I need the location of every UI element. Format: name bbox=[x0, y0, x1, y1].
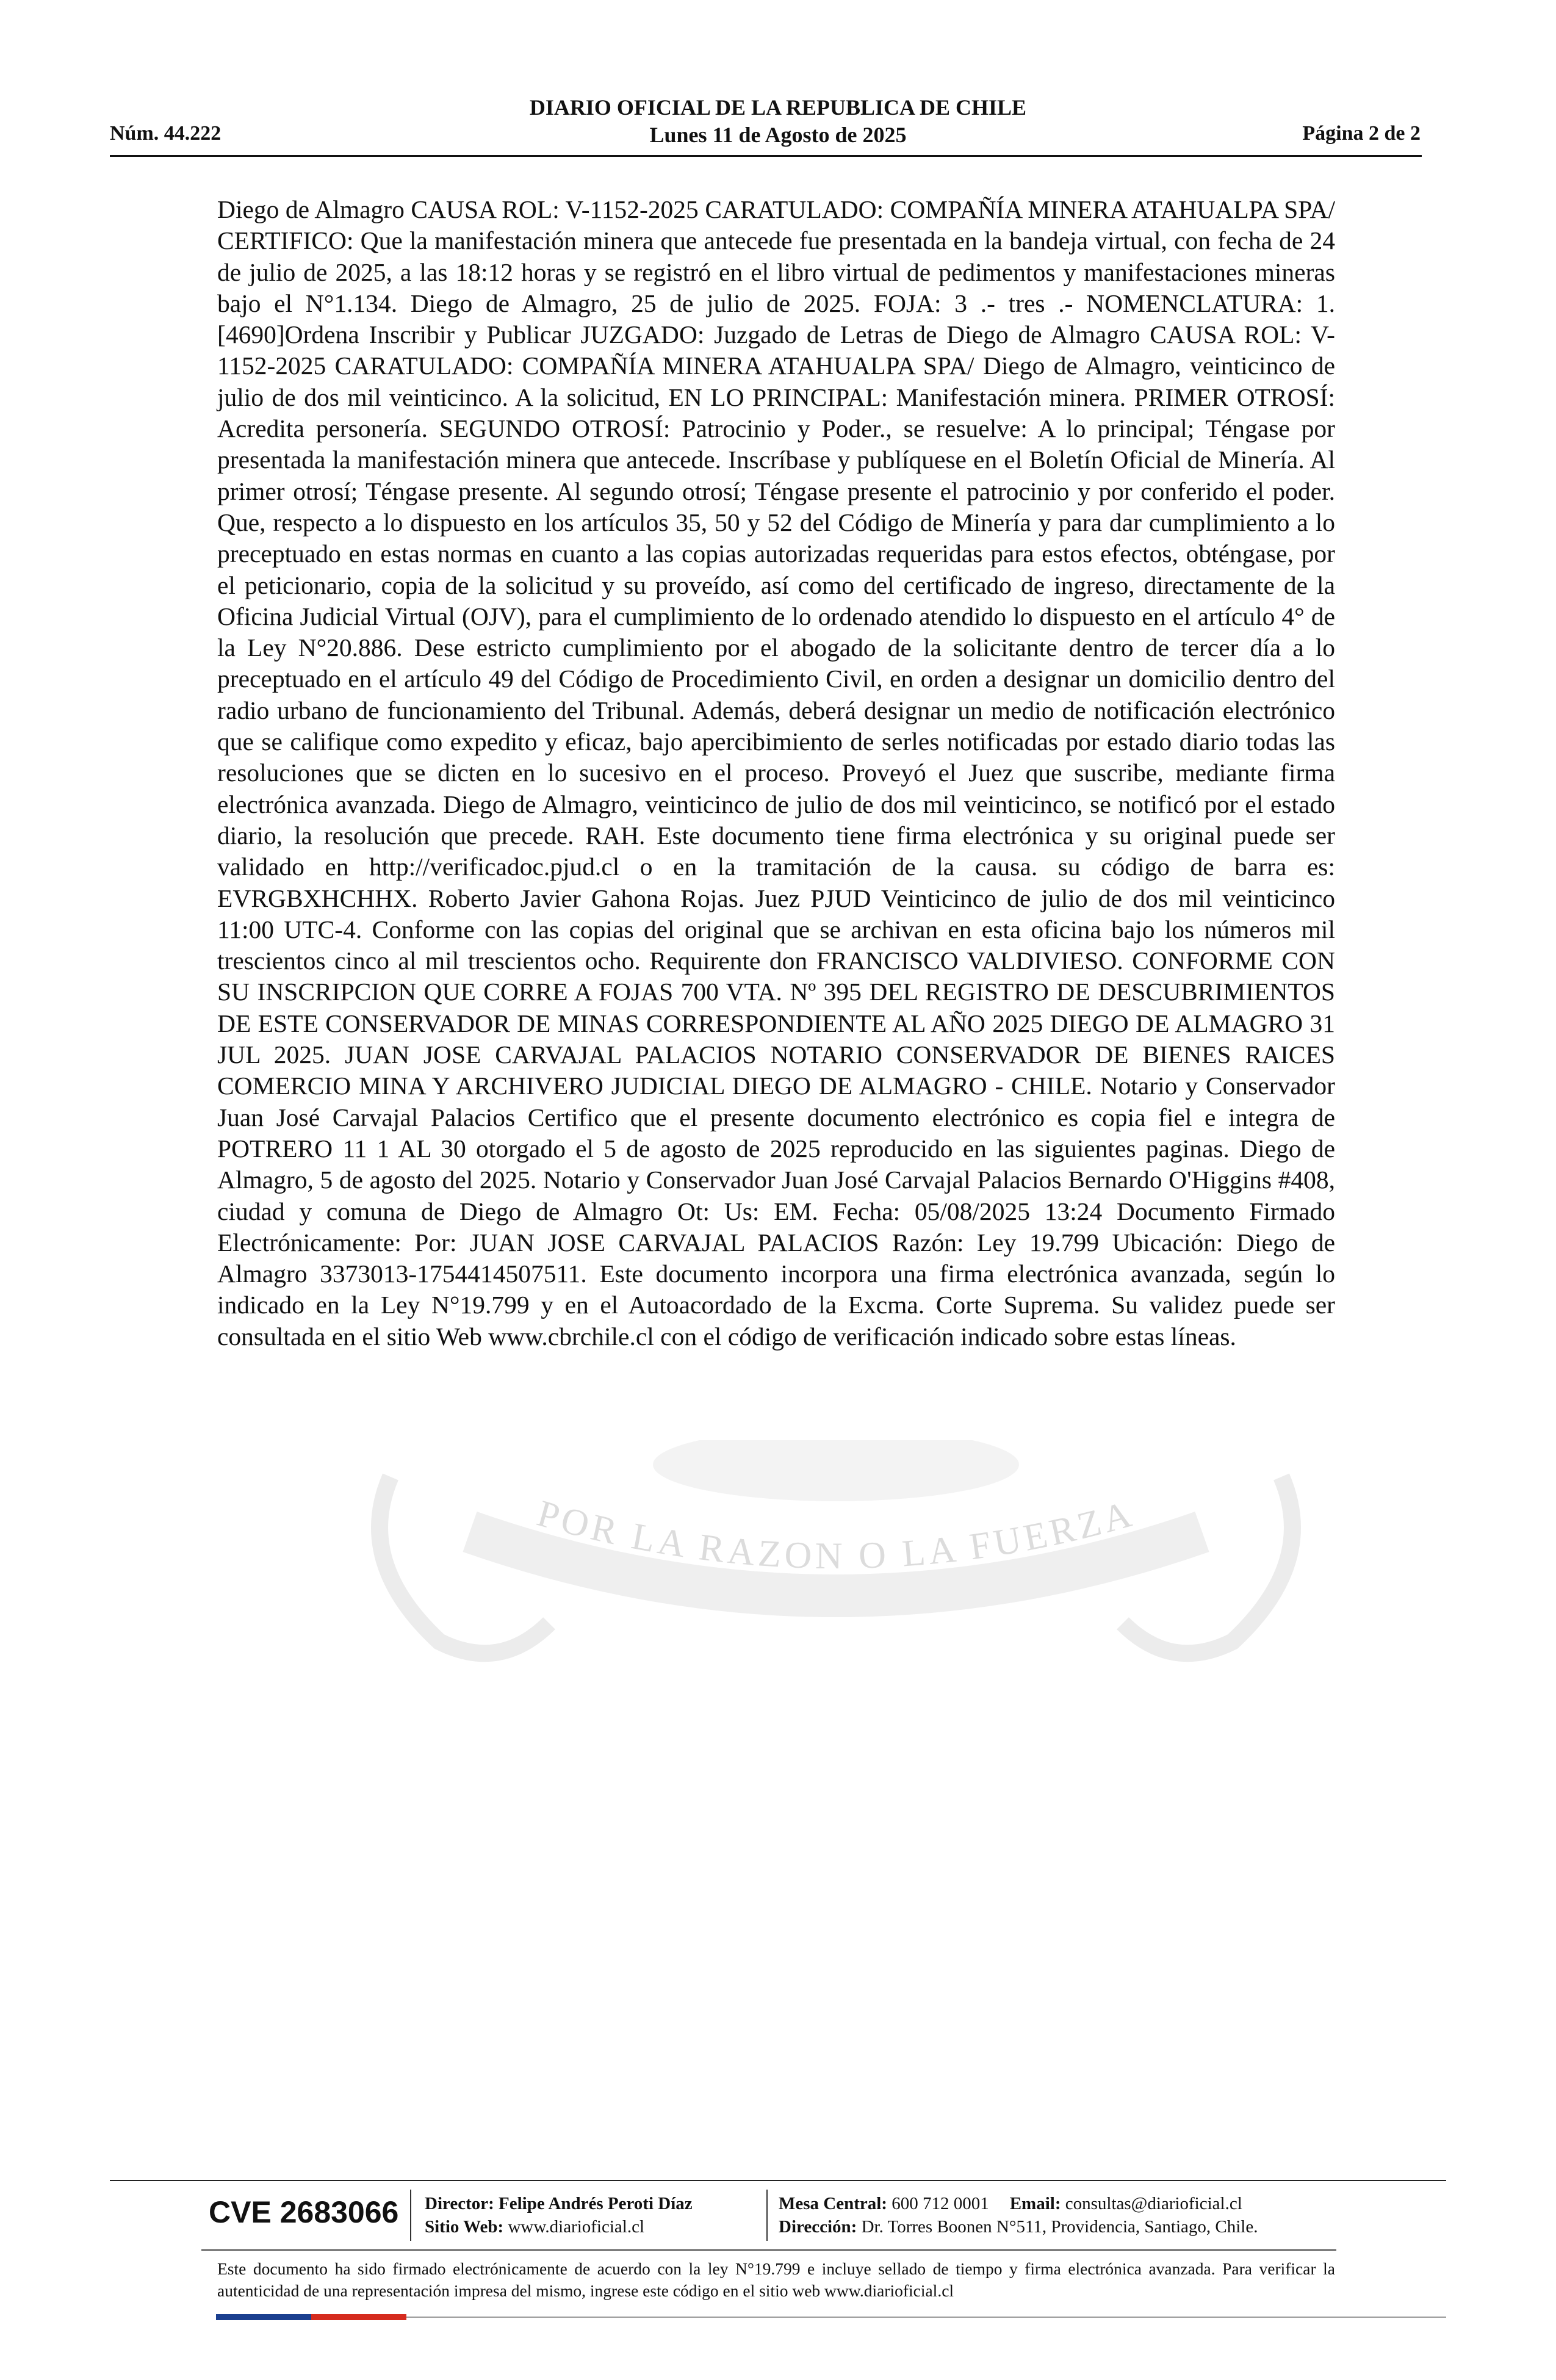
footer-separator bbox=[766, 2190, 768, 2241]
footer-director-block bbox=[425, 2192, 693, 2238]
flag-red-segment bbox=[311, 2314, 406, 2320]
coat-of-arms-watermark bbox=[317, 1440, 1355, 1684]
flag-blue-segment bbox=[216, 2314, 311, 2320]
phone-value: 600 712 0001 bbox=[891, 2194, 989, 2213]
page-indicator: Página 2 de 2 bbox=[1302, 122, 1421, 145]
email-link[interactable]: consultas@diarioficial.cl bbox=[1065, 2194, 1242, 2213]
issue-number: Núm. 44.222 bbox=[110, 122, 222, 145]
director-label: Director: bbox=[425, 2194, 494, 2213]
watermark-motto: POR LA RAZON O LA FUERZA bbox=[533, 1492, 1139, 1578]
email-label: Email: bbox=[1009, 2194, 1061, 2213]
newspaper-title: DIARIO OFICIAL DE LA REPUBLICA DE CHILE bbox=[529, 95, 1027, 120]
header-divider bbox=[110, 155, 1422, 157]
footer-divider-top bbox=[110, 2180, 1446, 2181]
director-name: Felipe Andrés Peroti Díaz bbox=[499, 2194, 693, 2213]
chile-flag-stripe bbox=[216, 2314, 406, 2320]
website-label: Sitio Web: bbox=[425, 2217, 504, 2237]
footer-legal-note: Este documento ha sido firmado electrónicamente de acuerdo con la ley N°19.799 e incluye sellado de tiempo y firma electrónica avanzada. Para verificar la autenticidad de una representación impresa del mismo, ingrese este código en el sitio web www.diarioficial.cl bbox=[217, 2259, 1335, 2300]
address-value: Dr. Torres Boonen N°511, Providencia, Santiago, Chile. bbox=[861, 2217, 1258, 2237]
notice-body: Diego de Almagro CAUSA ROL: V-1152-2025 CARATULADO: COMPAÑÍA MINERA ATAHUALPA SPA/ CERTIFICO: Que la manifestación minera que antecede fue presentada en la bandeja virtual, con fecha de 24 de julio de 2025, a las 18:12 horas y se registró en el libro virtual de pedimentos y manifestaciones mineras bajo el N°1.134. Diego de Almagro, 25 de julio de 2025. FOJA: 3 .- tres .- NOMENCLATURA: 1. [4690]Ordena Inscribir y Publicar JUZGADO: Juzgado de Letras de Diego de Almagro CAUSA ROL: V-1152-2025 CARATULADO: COMPAÑÍA MINERA ATAHUALPA SPA/ Diego de Almagro, veinticinco de julio de dos mil veinticinco. A la solicitud, EN LO PRINCIPAL: Manifestación minera. PRIMER OTROSÍ: Acredita personería. SEGUNDO OTROSÍ: Patrocinio y Poder., se resuelve: A lo principal; Téngase por presentada la manifestación minera que antecede. Inscríbase y publíquese en el Boletín Oficial de Minería. Al primer otrosí; Téngase presente. Al segundo otrosí; Téngase presente el patrocinio y por conferido el poder. Que, respecto a lo dispuesto en los artículos 35, 50 y 52 del Código de Minería y para dar cumplimiento a lo preceptuado en estas normas en cuanto a las copias autorizadas requeridas para estos efectos, obténgase, por el peticionario, copia de la solicitud y su proveído, así como del certificado de ingreso, directamente de la Oficina Judicial Virtual (OJV), para el cumplimiento de lo ordenado atendido lo dispuesto en el artículo 4° de la Ley N°20.886. Dese estricto cumplimiento por el abogado de la solicitante dentro de tercer día a lo preceptuado en el artículo 49 del Código de Procedimiento Civil, en orden a designar un domicilio dentro del radio urbano de funcionamiento del Tribunal. Además, deberá designar un medio de notificación electrónico que se califique como expedito y eficaz, bajo apercibimiento de serles notificadas por estado diario todas las resoluciones que se dicten en lo sucesivo en el proceso. Proveyó el Juez que suscribe, mediante firma electrónica avanzada. Diego de Almagro, veinticinco de julio de dos mil veinticinco, se notificó por el estado diario, la resolución que precede. RAH. Este documento tiene firma electrónica y su original puede ser validado en http://verificadoc.pjud.cl o en la tramitación de la causa. su código de barra es: EVRGBXHCHHX. Roberto Javier Gahona Rojas. Juez PJUD Veinticinco de julio de dos mil veinticinco 11:00 UTC-4. Conforme con las copias del original que se archivan en esta oficina bajo los números mil trescientos cinco al mil trescientos ocho. Requirente don FRANCISCO VALDIVIESO. CONFORME CON SU INSCRIPCION QUE CORRE A FOJAS 700 VTA. Nº 395 DEL REGISTRO DE DESCUBRIMIENTOS DE ESTE CONSERVADOR DE MINAS CORRESPONDIENTE AL AÑO 2025 DIEGO DE ALMAGRO 31 JUL 2025. JUAN JOSE CARVAJAL PALACIOS NOTARIO CONSERVADOR DE BIENES RAICES COMERCIO MINA Y ARCHIVERO JUDICIAL DIEGO DE ALMAGRO - CHILE. Notario y Conservador Juan José Carvajal Palacios Certifico que el presente documento electrónico es copia fiel e integra de POTRERO 11 1 AL 30 otorgado el 5 de agosto de 2025 reproducido en las siguientes paginas. Diego de Almagro, 5 de agosto del 2025. Notario y Conservador Juan José Carvajal Palacios Bernardo O'Higgins #408, ciudad y comuna de Diego de Almagro Ot: Us: EM. Fecha: 05/08/2025 13:24 Documento Firmado Electrónicamente: Por: JUAN JOSE CARVAJAL PALACIOS Razón: Ley 19.799 Ubicación: Diego de Almagro 3373013-1754414507511. Este documento incorpora una firma electrónica avanzada, según lo indicado en la Ley N°19.799 y en el Autoacordado de la Excma. Corte Suprema. Su validez puede ser consultada en el sitio Web www.cbrchile.cl con el código de verificación indicado sobre estas líneas. bbox=[217, 195, 1335, 1350]
footer-contact-block bbox=[779, 2192, 1258, 2238]
website-link[interactable]: www.diarioficial.cl bbox=[508, 2217, 645, 2237]
phone-label: Mesa Central: bbox=[779, 2194, 887, 2213]
address-label: Dirección: bbox=[779, 2217, 857, 2237]
cve-code: CVE 2683066 bbox=[209, 2195, 399, 2229]
issue-date: Lunes 11 de Agosto de 2025 bbox=[649, 123, 907, 147]
footer-bottom-rule bbox=[406, 2317, 1446, 2318]
footer-divider-mid bbox=[201, 2249, 1336, 2251]
footer-separator bbox=[410, 2190, 411, 2241]
